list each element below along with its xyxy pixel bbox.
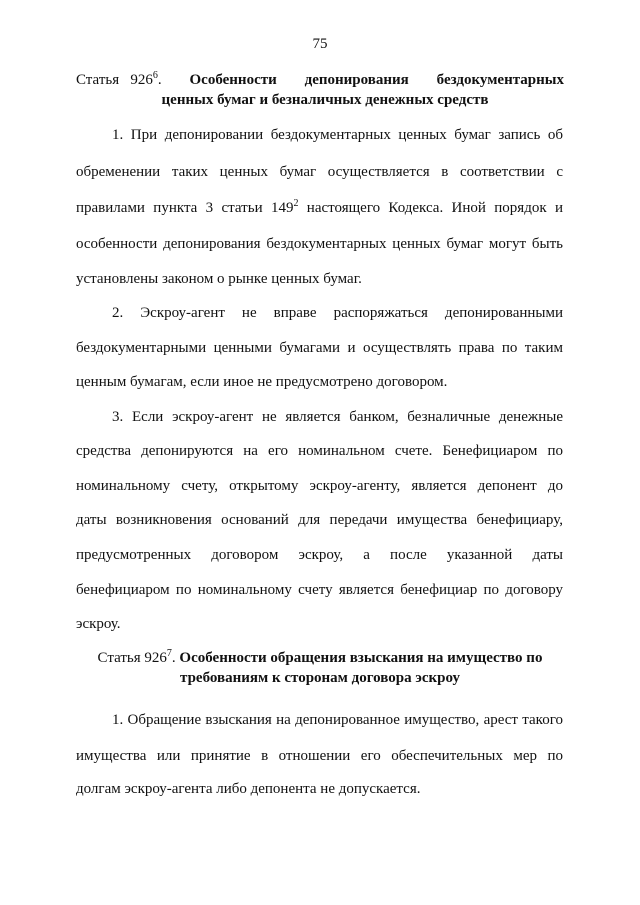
paragraph-line: имущества или принятие в отношении его обеспечительных мер по bbox=[76, 748, 563, 764]
paragraph-line: бенефициаром по номинальному счету является бенефициар по договору bbox=[76, 582, 563, 598]
paragraph-line: установлены законом о рынке ценных бумаг. bbox=[76, 271, 362, 287]
paragraph-line bbox=[76, 198, 563, 218]
article-title-word: Особенности bbox=[189, 72, 277, 88]
paragraph-line: 3. Если эскроу-агент не является банком, безналичные денежные bbox=[112, 409, 563, 425]
article-title: Особенности обращения взыскания на имущество по bbox=[179, 650, 543, 666]
article-prefix: Статья bbox=[76, 72, 120, 88]
paragraph-line: 1. При депонировании бездокументарных ценных бумаг запись об bbox=[112, 127, 563, 143]
paragraph-line: эскроу. bbox=[76, 616, 121, 632]
paragraph-line: номинальному счету, открытому эскроу-агенту, является депонент до bbox=[76, 478, 563, 494]
paragraph-line: долгам эскроу-агента либо депонента не допускается. bbox=[76, 781, 421, 797]
page-number: 75 bbox=[312, 36, 328, 52]
article-number-dot: . bbox=[171, 650, 176, 666]
article-heading-line1 bbox=[76, 70, 564, 90]
paragraph-line: обременении таких ценных бумаг осуществляется в соответствии с bbox=[76, 164, 563, 180]
paragraph-line: 2. Эскроу-агент не вправе распоряжаться депонированными bbox=[112, 305, 563, 321]
article-number-superscript: 6 bbox=[152, 70, 158, 81]
article-heading bbox=[76, 648, 564, 688]
article-title-word: бездокументарных bbox=[436, 72, 564, 88]
article-number: 926 bbox=[130, 72, 153, 88]
paragraph-line-part: правилами пункта 3 статьи 149 bbox=[76, 200, 294, 216]
article-number-dot: . bbox=[157, 72, 162, 88]
paragraph-line: бездокументарными ценными бумагами и осуществлять права по таким bbox=[76, 340, 563, 356]
superscript: 2 bbox=[293, 198, 299, 209]
article-heading bbox=[76, 70, 564, 110]
article-label bbox=[76, 70, 162, 90]
article-prefix: Статья bbox=[97, 650, 141, 666]
paragraph-line: особенности депонирования бездокументарных ценных бумаг могут быть bbox=[76, 236, 563, 252]
paragraph-line: предусмотренных договором эскроу, а после указанной даты bbox=[76, 547, 563, 563]
paragraph-line: даты возникновения оснований для передачи имущества бенефициару, bbox=[76, 512, 563, 528]
article-heading-line1 bbox=[76, 648, 564, 668]
paragraph-line: средства депонируются на его номинальном счете. Бенефициаром по bbox=[76, 443, 563, 459]
article-title-line2: требованиям к сторонам договора эскроу bbox=[180, 670, 460, 686]
article-number-superscript: 7 bbox=[166, 648, 172, 659]
article-number: 926 bbox=[144, 650, 167, 666]
paragraph-line: 1. Обращение взыскания на депонированное имущество, арест такого bbox=[112, 712, 563, 728]
article-title-line2: ценных бумаг и безналичных денежных средств bbox=[161, 92, 489, 108]
paragraph-line-part: настоящего Кодекса. Иной порядок и bbox=[298, 200, 563, 216]
paragraph-line: ценным бумагам, если иное не предусмотрено договором. bbox=[76, 374, 448, 390]
article-title-word: депонирования bbox=[304, 72, 409, 88]
